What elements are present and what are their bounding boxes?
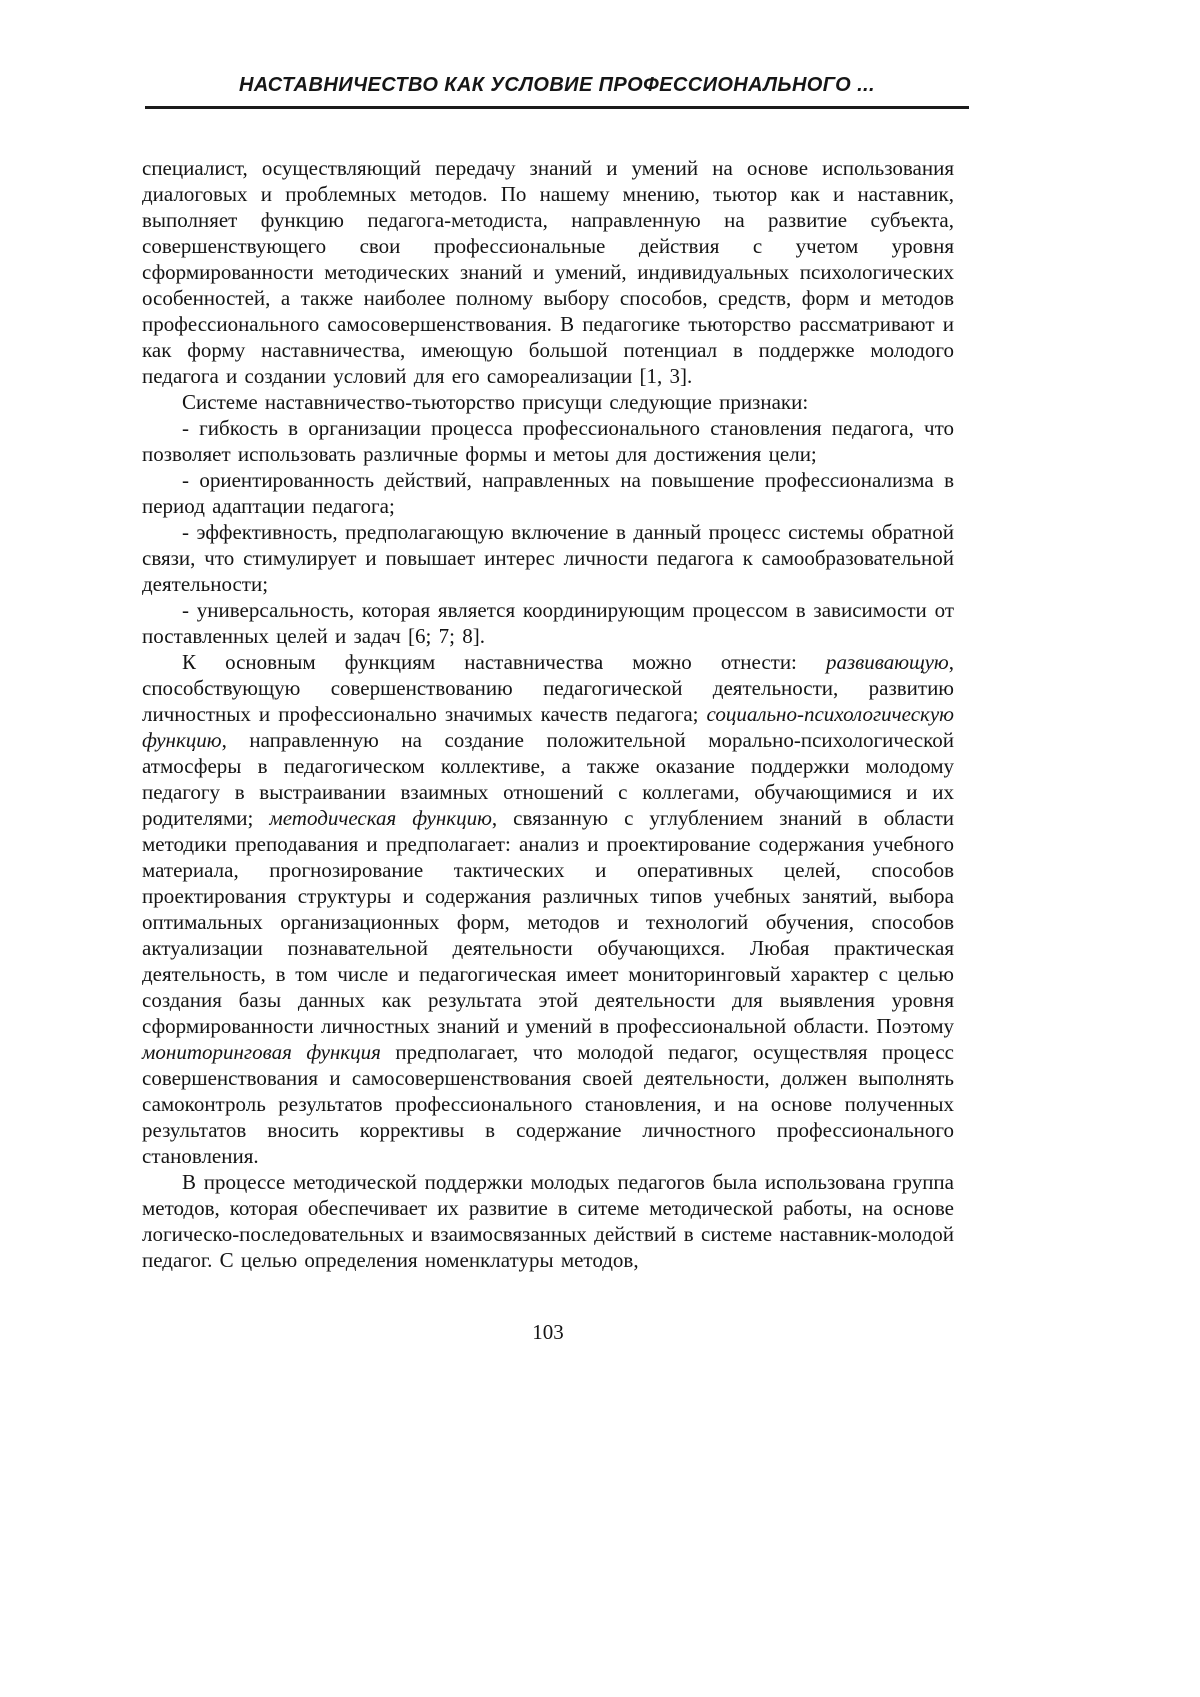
emphasis-segment: развивающую xyxy=(825,650,949,674)
text-segment: - универсальность, которая является координирующим процессом в зависимости от поставленных целей и задач [6; 7; 8]. xyxy=(142,598,954,648)
text-segment: предполагает, что молодой педагог, осуществляя процесс совершенствования и самосовершенствования своей деятельности, должен выполнять самоконтроль результатов профессионального становления, и на основе полученных результатов вносить коррективы в содержание личностного профессионального становления. xyxy=(142,1040,954,1168)
paragraph xyxy=(142,519,954,597)
emphasis-segment: социально-психологическую функцию xyxy=(142,702,954,752)
text-segment: , способствующую совершенствованию педагогической деятельности, развитию личностных и профессионально значимых качеств педагога; xyxy=(142,650,954,726)
text-segment: , направленную на создание положительной морально-психологической атмосферы в педагогическом коллективе, а также оказание поддержки молодому педагогу в выстраивании взаимных отношений с коллегами, обучающимися и их родителями; xyxy=(142,728,954,830)
emphasis-segment: методическая функцию xyxy=(269,806,492,830)
paragraph xyxy=(142,1169,954,1273)
running-header-title: НАСТАВНИЧЕСТВО КАК УСЛОВИЕ ПРОФЕССИОНАЛЬНОГО ... xyxy=(239,74,875,96)
paragraph xyxy=(142,597,954,649)
text-segment: - ориентированность действий, направленных на повышение профессионализма в период адаптации педагога; xyxy=(142,468,954,518)
paragraph xyxy=(142,415,954,467)
body-text xyxy=(142,155,954,1273)
paragraph xyxy=(142,155,954,389)
running-header xyxy=(145,74,969,109)
text-segment: специалист, осуществляющий передачу знаний и умений на основе использования диалоговых и проблемных методов. По нашему мнению, тьютор как и наставник, выполняет функцию педагога-методиста, направленную на развитие субъекта, совершенствующего свои профессиональные действия с учетом уровня сформированности методических знаний и умений, индивидуальных психологических особенностей, а также наиболее полному выбору способов, средств, форм и методов профессионального самосовершенствования. В педагогике тьюторство рассматривают и как форму наставничества, имеющую большой потенциал в поддержке молодого педагога и создании условий для его самореализации [1, 3]. xyxy=(142,156,954,388)
text-segment: - эффективность, предполагающую включение в данный процесс системы обратной связи, что стимулирует и повышает интерес личности педагога к самообразовательной деятельности; xyxy=(142,520,954,596)
text-segment: Системе наставничество-тьюторство присущи следующие признаки: xyxy=(182,390,809,414)
paragraph xyxy=(142,389,954,415)
text-segment: К основным функциям наставничества можно отнести: xyxy=(182,650,826,674)
paragraph xyxy=(142,649,954,1169)
text-segment: , связанную с углублением знаний в области методики преподавания и предполагает: анализ и проектирование содержания учебного материала, прогнозирование тактических и оперативных целей, способов проектирования структуры и содержания различных типов учебных занятий, выбора оптимальных организационных форм, методов и технологий обучения, способов актуализации познавательной деятельности обучающихся. Любая практическая деятельность, в том числе и педагогическая имеет мониторинговый характер с целью создания базы данных как результата этой деятельности для выявления уровня сформированности личностных знаний и умений в профессиональной области. Поэтому xyxy=(142,806,955,1038)
emphasis-segment: мониторинговая функция xyxy=(142,1040,381,1064)
text-segment: В процессе методической поддержки молодых педагогов была использована группа методов, которая обеспечивает их развитие в ситеме методической работы, на основе логическо-последовательных и взаимосвязанных действий в системе наставник-молодой педагог. С целью определения номенклатуры методов, xyxy=(142,1170,954,1272)
paragraph xyxy=(142,467,954,519)
page-number: 103 xyxy=(532,1320,564,1344)
text-segment: - гибкость в организации процесса профессионального становления педагога, что позволяет использовать различные формы и метоы для достижения цели; xyxy=(142,416,954,466)
